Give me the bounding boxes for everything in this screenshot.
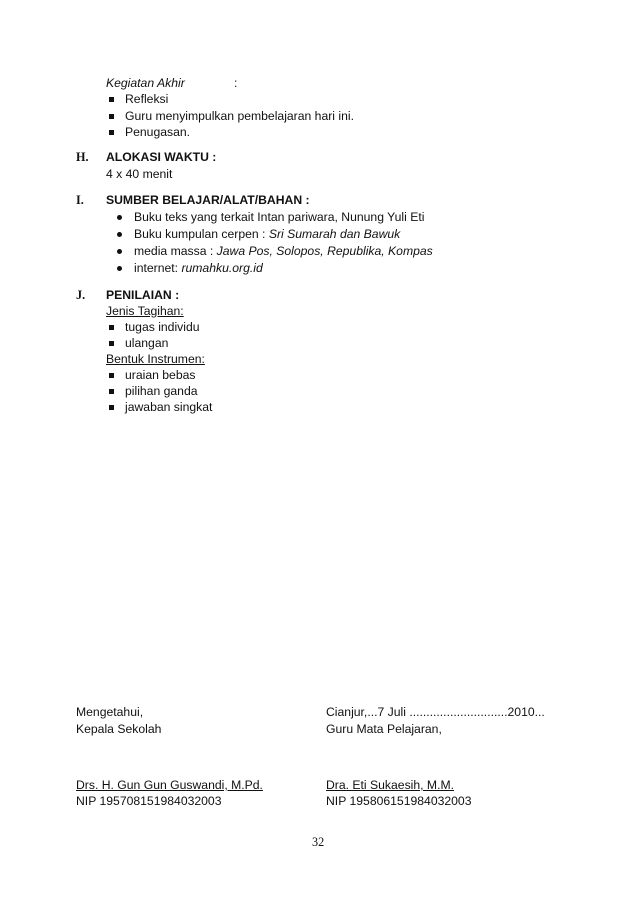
section-i-marker: I. xyxy=(76,193,84,207)
sumber-item xyxy=(134,227,400,242)
sumber-item xyxy=(134,261,263,276)
square-bullet-icon xyxy=(109,341,114,346)
sig-left-line2: Kepala Sekolah xyxy=(76,722,162,736)
bentuk-item: pilihan ganda xyxy=(125,384,198,398)
square-bullet-icon xyxy=(109,130,114,135)
bentuk-item: uraian bebas xyxy=(125,368,196,382)
section-h-value: 4 x 40 menit xyxy=(106,167,173,181)
square-bullet-icon xyxy=(109,114,114,119)
kegiatan-akhir-item: Refleksi xyxy=(125,92,169,106)
jenis-item: ulangan xyxy=(125,336,169,350)
kegiatan-akhir-item: Guru menyimpulkan pembelajaran hari ini. xyxy=(125,109,354,123)
sig-right-line2: Guru Mata Pelajaran, xyxy=(326,722,442,736)
sig-left-nip: NIP 195708151984032003 xyxy=(76,794,222,808)
sumber-item-text: media massa : xyxy=(134,244,217,258)
bentuk-instrumen-label: Bentuk Instrumen: xyxy=(106,352,205,366)
sig-right-nip: NIP 195806151984032003 xyxy=(326,794,472,808)
section-j-title: PENILAIAN : xyxy=(106,288,180,302)
kegiatan-akhir-label: Kegiatan Akhir xyxy=(106,76,185,90)
section-i-title: SUMBER BELAJAR/ALAT/BAHAN : xyxy=(106,193,310,207)
sumber-item xyxy=(134,244,433,259)
jenis-tagihan-label: Jenis Tagihan: xyxy=(106,304,184,318)
square-bullet-icon xyxy=(109,97,114,102)
sig-right-line1: Cianjur,...7 Juli .............................2010... xyxy=(326,705,545,719)
round-bullet-icon xyxy=(117,232,122,237)
jenis-item: tugas individu xyxy=(125,320,200,334)
sumber-item-italic: Sri Sumarah dan Bawuk xyxy=(268,227,401,241)
sumber-item-italic: Jawa Pos, Solopos, Republika, Kompas xyxy=(216,244,433,258)
sumber-item-text: internet: xyxy=(134,261,182,275)
round-bullet-icon xyxy=(117,249,122,254)
bentuk-item: jawaban singkat xyxy=(125,400,213,414)
sumber-item xyxy=(134,210,424,225)
sig-left-name: Drs. H. Gun Gun Guswandi, M.Pd. xyxy=(76,778,263,792)
page-number: 32 xyxy=(312,835,325,849)
section-j-marker: J. xyxy=(76,288,86,302)
round-bullet-icon xyxy=(117,215,122,220)
sumber-item-italic: rumahku.org.id xyxy=(181,261,263,275)
sig-right-name: Dra. Eti Sukaesih, M.M. xyxy=(326,778,455,792)
section-h-marker: H. xyxy=(76,150,89,164)
square-bullet-icon xyxy=(109,405,114,410)
square-bullet-icon xyxy=(109,373,114,378)
sumber-item-text: Buku teks yang terkait Intan pariwara, Nunung Yuli Eti xyxy=(134,210,425,224)
section-h-title: ALOKASI WAKTU : xyxy=(106,150,217,164)
round-bullet-icon xyxy=(117,266,122,271)
square-bullet-icon xyxy=(109,389,114,394)
sumber-item-text: Buku kumpulan cerpen : xyxy=(134,227,269,241)
kegiatan-akhir-colon: : xyxy=(234,76,238,90)
square-bullet-icon xyxy=(109,325,114,330)
sig-left-line1: Mengetahui, xyxy=(76,705,144,719)
kegiatan-akhir-item: Penugasan. xyxy=(125,125,191,139)
